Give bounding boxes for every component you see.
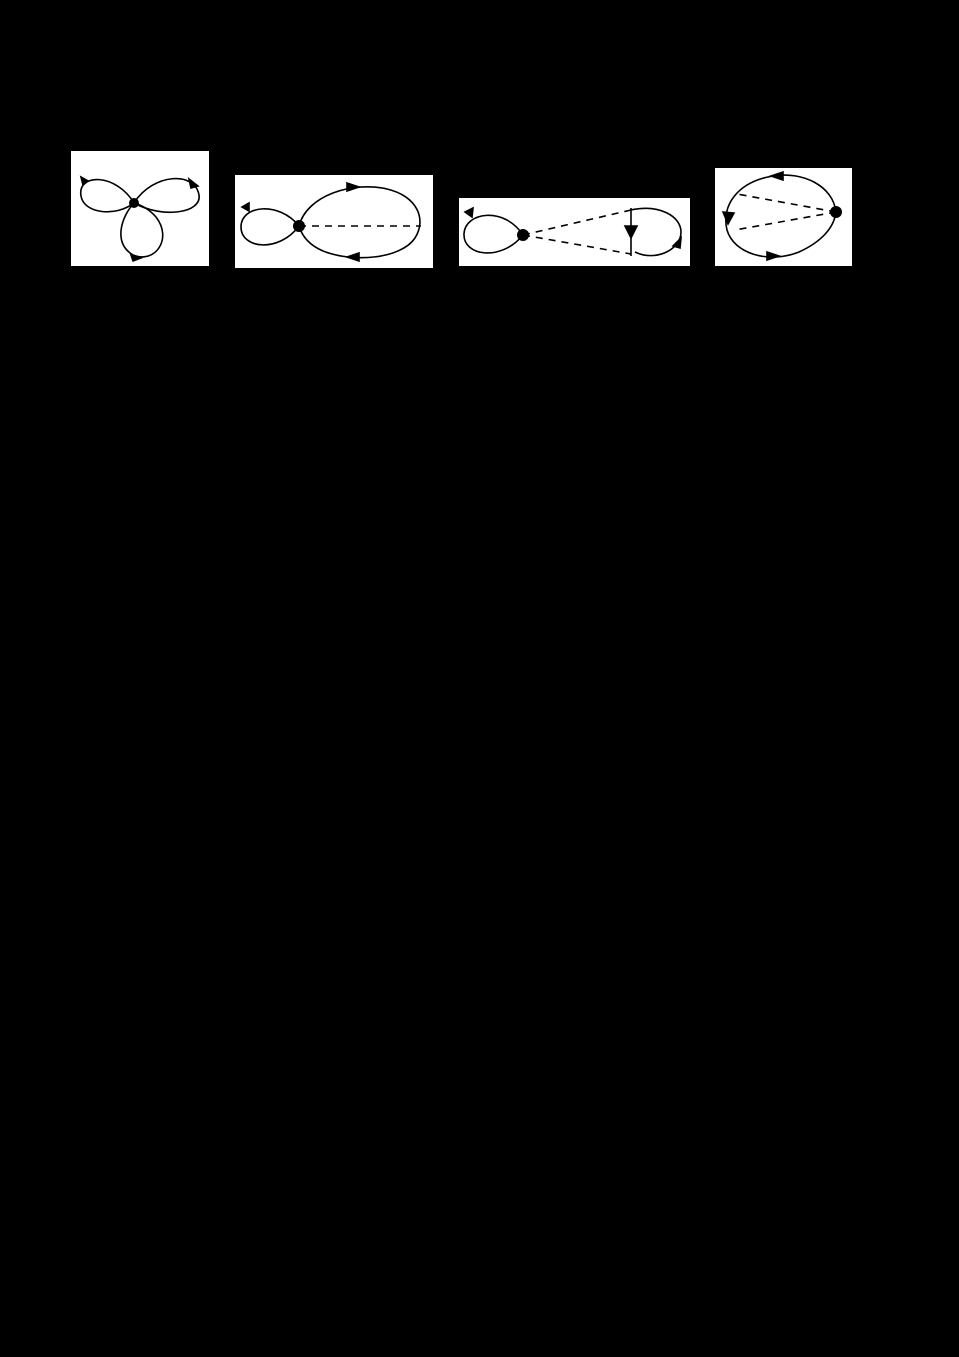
panel-1-svg	[71, 151, 209, 266]
arrowhead-right-loop	[673, 238, 681, 248]
left-loop	[464, 215, 523, 253]
right-vertex-dot	[830, 206, 842, 218]
arrowhead-top	[347, 183, 359, 191]
panel-4-svg	[715, 168, 852, 266]
arrowhead-bottom	[767, 252, 779, 260]
left-small-loop	[241, 209, 299, 245]
arrowhead-upper-left	[81, 177, 88, 185]
arrowhead-vertical-bar	[625, 226, 637, 238]
right-loop	[631, 208, 681, 255]
arrowhead-left-loop	[465, 208, 473, 217]
dashed-line-lower	[523, 235, 631, 254]
dashed-line-upper	[523, 210, 631, 235]
arrowhead-left-loop	[242, 203, 249, 211]
large-oval	[726, 175, 836, 257]
panel-3-svg	[459, 198, 690, 266]
panel-2-svg	[235, 175, 433, 268]
dashed-line-lower	[735, 212, 836, 230]
right-large-oval	[299, 187, 420, 258]
left-vertex-dot	[517, 229, 529, 241]
central-vertex-dot	[129, 198, 139, 208]
upper-left-loop	[81, 180, 134, 212]
arrowhead-bottom	[347, 253, 359, 261]
arrowhead-left	[723, 212, 734, 224]
dashed-line-upper	[737, 194, 836, 212]
arrowhead-upper-right	[189, 179, 198, 188]
left-vertex-dot	[293, 220, 305, 232]
diagram-panel-2	[235, 175, 433, 268]
arrowhead-top	[771, 172, 783, 180]
diagram-panel-3	[459, 198, 690, 266]
diagram-panel-4	[715, 168, 852, 266]
arrowhead-lower	[131, 255, 141, 261]
diagram-panel-1	[71, 151, 209, 266]
